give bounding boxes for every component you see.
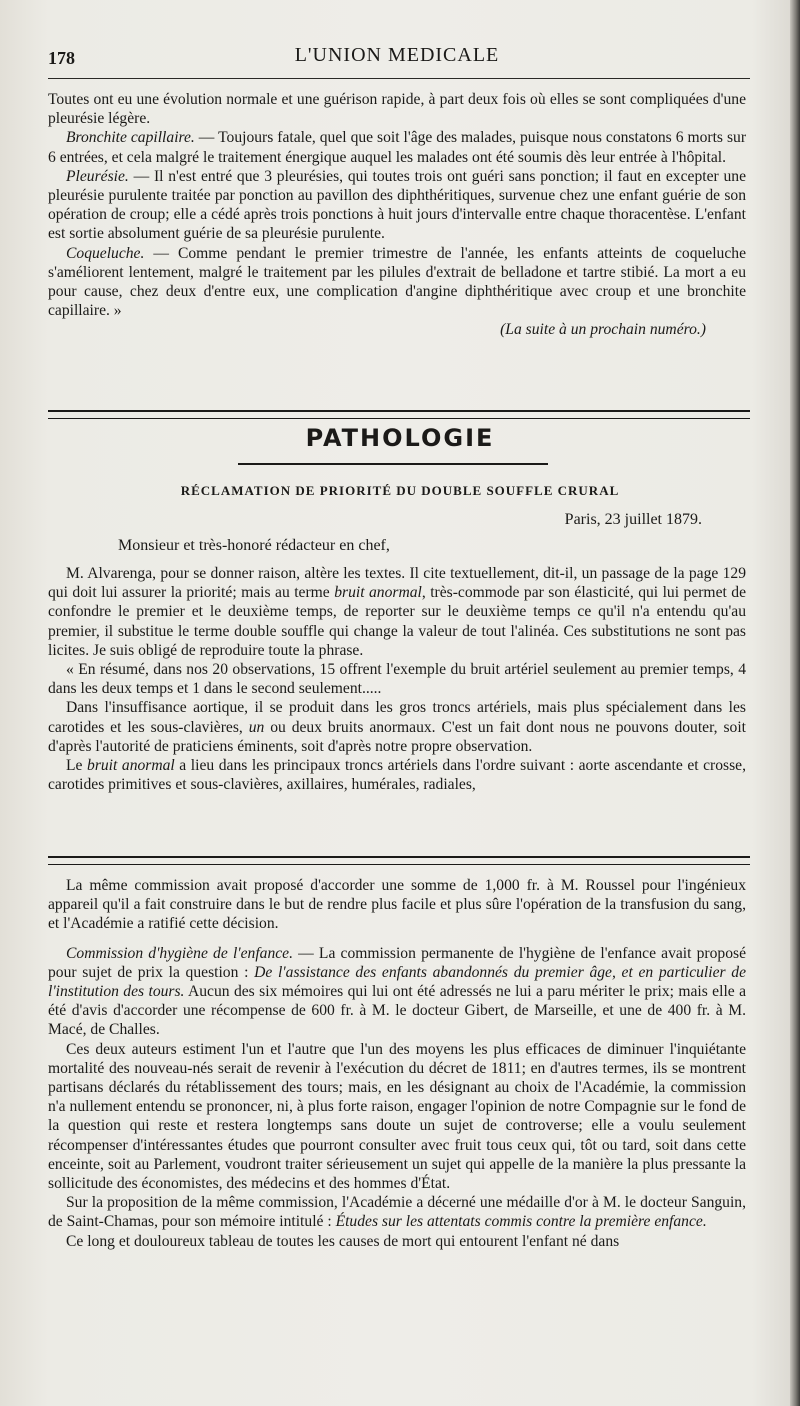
continuation-note: (La suite à un prochain numéro.) (500, 321, 706, 339)
paragraph-commission (48, 944, 746, 1040)
paragraph-insuffisance (48, 698, 746, 756)
text-bronchite: — Toujours fatale, quel que soit l'âge des malades, puisque nous constatons 6 morts sur 6 entrées, et cela malgré le traitement énergique auquel les malades ont été soumis dès leur entrée à l'hôpital. (48, 129, 747, 166)
pathologie-body (48, 564, 746, 794)
text-bruit-b: a lieu dans les principaux troncs artériels dans l'ordre suivant : aorte ascendante et crosse, carotides primitives et sous-clavières, axillaires, humérales, radiales, (48, 757, 746, 794)
text-insuffisance-b: ou deux bruits anormaux. C'est un fait dont nous ne pouvons douter, soit d'après l'autorité de praticiens éminents, soit d'après notre propre observation. (48, 718, 746, 755)
paragraph-alvarenga (48, 564, 746, 660)
book-spine-shadow (790, 0, 800, 1406)
letter-dateline: Paris, 23 juillet 1879. (564, 511, 702, 528)
text-alvarenga-b: , très-commode par son élasticité, qui lui permet de confondre le premier et le deuxième temps, de reporter sur le deuxième temps ce qu'il n'a entendu qu'au premier, il substitue le terme double souffle qui change la valeur de tout l'alinéa. Ces substitutions ne sont pas licites. Je suis obligé de reproduire toute la phrase. (48, 584, 747, 659)
paragraph-sanguin (48, 1193, 746, 1231)
paragraph-bruit-anormal (48, 756, 746, 794)
paragraph-roussel: La même commission avait proposé d'accorder une somme de 1,000 fr. à M. Roussel pour l'ingénieux appareil qu'il a fait construire dans le but de rendre plus facile et plus sûre l'opération de la transfusion du sang, et l'Académie a ratifié cette décision. (48, 877, 746, 933)
title-underline (238, 463, 548, 465)
text-coqueluche: — Comme pendant le premier trimestre de l'année, les enfants atteints de coqueluche s'améliorent lentement, malgré le traitement par les pilules d'extrait de belladone et tartre stibié. La mort a eu pour cause, chez deux d'entre eux, une complication d'angine diphthéritique avec croup et une bronchite capillaire. » (48, 244, 746, 320)
section-double-rule (48, 410, 750, 419)
header-rule (48, 78, 750, 79)
paragraph-bronchite (48, 128, 746, 166)
text-alvarenga-a: M. Alvarenga, pour se donner raison, altère les textes. Il cite textuellement, dit-il, un passage de la page 129 qui doit lui assurer la priorité; mais au terme (48, 565, 746, 602)
text-commission-b: Aucun des six mémoires qui lui ont été adressés ne lui a paru mériter le prix; mais elle a été d'avis d'accorder une récompense de 600 fr. à M. le docteur Gibert, de Marseille, et une de 400 fr. à M. Macé, de Challes. (48, 983, 747, 1039)
paragraph-coqueluche (48, 244, 746, 321)
lead-coqueluche: Coqueluche. (66, 244, 145, 262)
top-section (48, 90, 746, 340)
lower-section (48, 876, 746, 1251)
paragraph-pleuresie (48, 167, 746, 244)
running-title: L'UNION MEDICALE (294, 44, 500, 66)
page-header (48, 40, 746, 70)
text-insuffisance-a: Dans l'insuffisance aortique, il se produit dans les gros troncs artériels, mais plus spécialement dans les carotides et les sous-clavières, (48, 699, 746, 736)
letter-salutation: Monsieur et très-honoré rédacteur en chef, (118, 537, 390, 554)
feuilleton-double-rule (48, 856, 750, 865)
page-number: 178 (48, 48, 75, 68)
em-bruit-anormal-1: bruit anormal (334, 584, 422, 602)
lead-bronchite: Bronchite capillaire. (66, 129, 195, 147)
section-title: PATHOLOGIE (305, 424, 495, 452)
article-subtitle: RÉCLAMATION DE PRIORITÉ DU DOUBLE SOUFFLE CRURAL (180, 483, 620, 498)
lead-commission: Commission d'hygiène de l'enfance. (66, 944, 293, 962)
em-un: un (248, 718, 265, 736)
paragraph-tableau: Ce long et douloureux tableau de toutes les causes de mort qui entourent l'enfant né dans (66, 1232, 620, 1250)
text-pleuresie: — Il n'est entré que 3 pleurésies, qui toutes trois ont guéri sans ponction; il faut en excepter une pleurésie purulente traitée par ponction au pavillon des diphthéritiques, survenue chez une enfant guérie de son opération de croup; elle a cédé après trois ponctions à huit jours d'intervalle entre chaque thoracentèse. L'enfant est sortie absolument guérie de sa pleurésie purulente. (48, 167, 746, 243)
paragraph-evolution: Toutes ont eu une évolution normale et une guérison rapide, à part deux fois où elles se sont compliquées d'une pleurésie légère. (48, 91, 746, 128)
text-commission-a: — La commission permanente de l'hygiène de l'enfance avait proposé pour sujet de prix la question : (48, 944, 747, 981)
lead-pleuresie: Pleurésie. (66, 167, 129, 185)
text-bruit-a: Le (66, 757, 88, 775)
paragraph-resume: « En résumé, dans nos 20 observations, 15 offrent l'exemple du bruit artériel seulement au premier temps, 4 dans les deux temps et 1 dans le second seulement..... (48, 661, 746, 698)
em-bruit-anormal-2: bruit anormal (87, 757, 175, 775)
text-sanguin-a: Sur la proposition de la même commission, l'Académie a décerné une médaille d'or à M. le docteur Sanguin, de Saint-Chamas, pour son mémoire intitulé : (48, 1194, 746, 1231)
paragraph-auteurs: Ces deux auteurs estiment l'un et l'autre que l'un des moyens les plus efficaces de diminuer l'inquiétante mortalité des nouveau-nés serait de revenir à l'exécution du décret de 1811; en d'autres termes, ils se montrent partisans déclarés du rétablissement des tours; mais, en les désignant au choix de l'Académie, la commission n'a nullement entendu se prononcer, ni, à plus forte raison, engager l'opinion de notre Compagnie sur le fond de la question qui reste et restera longtemps sans doute un sujet de controverse; elle a voulu seulement récompenser d'intéressantes études que pourront consulter avec fruit tous ceux qui, tôt ou tard, soit dans cette enceinte, soit au Parlement, voudront traiter sérieusement un sujet qui appelle de la manière la plus pressante la sollicitude des économistes, des médecins et des hommes d'État. (48, 1040, 746, 1193)
em-question: De l'assistance des enfants abandonnés du premier âge, et en particulier de l'institution des tours. (48, 963, 746, 1001)
em-etudes: Études sur les attentats commis contre la première enfance. (335, 1213, 707, 1231)
